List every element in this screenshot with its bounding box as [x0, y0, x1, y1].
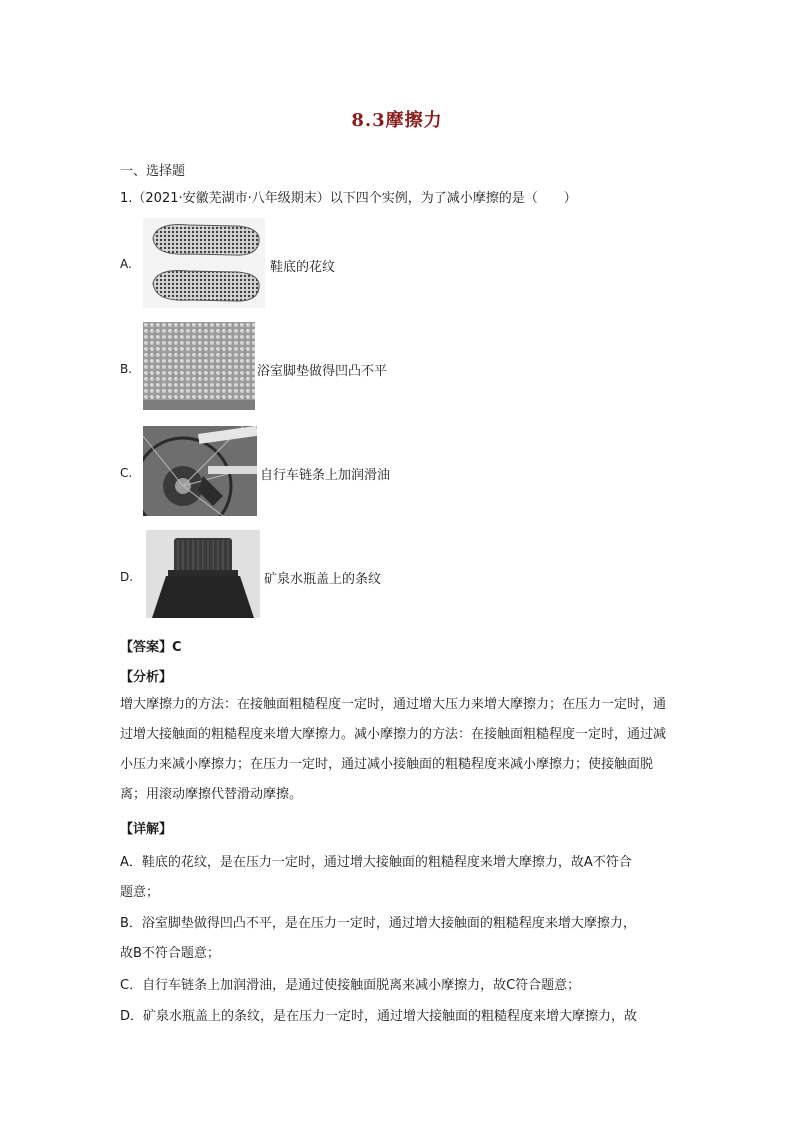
option-d-text: 矿泉水瓶盖上的条纹 — [264, 572, 382, 587]
detail-line: A．鞋底的花纹，是在压力一定时，通过增大接触面的粗糙程度来增大摩擦力，故A不符合 — [120, 855, 632, 870]
bicycle-chain-image — [143, 426, 257, 516]
option-c-text: 自行车链条上加润滑油 — [260, 468, 391, 483]
detail-line: D．矿泉水瓶盖上的条纹，是在压力一定时，通过增大接触面的粗糙程度来增大摩擦力，故 — [120, 1009, 638, 1024]
option-b-letter: B. — [120, 362, 133, 376]
answer-heading: 【答案】C — [120, 640, 182, 655]
option-b-text: 浴室脚垫做得凹凸不平 — [257, 364, 388, 379]
question-text: 1.（2021·安徽芜湖市·八年级期末）以下四个实例，为了减小摩擦的是（ ） — [120, 191, 577, 206]
section-heading: 一、选择题 — [120, 164, 186, 179]
detail-line: 题意； — [120, 885, 160, 900]
detail-line: 故B不符合题意； — [120, 946, 220, 961]
option-a-letter: A. — [120, 257, 132, 271]
detail-line: B．浴室脚垫做得凹凸不平，是在压力一定时，通过增大接触面的粗糙程度来增大摩擦力， — [120, 916, 636, 931]
bath-mat-image — [143, 322, 255, 410]
analysis-heading: 【分析】 — [120, 670, 173, 685]
shoe-sole-image — [143, 218, 265, 308]
bottle-cap-image — [146, 530, 260, 618]
option-c-letter: C. — [120, 466, 133, 480]
option-d-letter: D. — [120, 570, 134, 584]
detail-line: C．自行车链条上加润滑油，是通过使接触面脱离来减小摩擦力，故C符合题意； — [120, 978, 581, 993]
detail-heading: 【详解】 — [120, 822, 173, 837]
option-a-text: 鞋底的花纹 — [270, 260, 336, 275]
analysis-paragraph: 增大摩擦力的方法：在接触面粗糙程度一定时，通过增大压力来增大摩擦力；在压力一定时，通过增大接触面的粗糙程度来增大摩擦力。减小摩擦力的方法：在接触面粗糙程度一定时，通过减小压力来减小摩擦力；在压力一定时，通过减小接触面的粗糙程度来减小摩擦力；使接触面脱离；用滚动摩擦代替滑动摩擦。 — [120, 697, 667, 802]
page-title: 8.3摩擦力 — [351, 110, 443, 131]
